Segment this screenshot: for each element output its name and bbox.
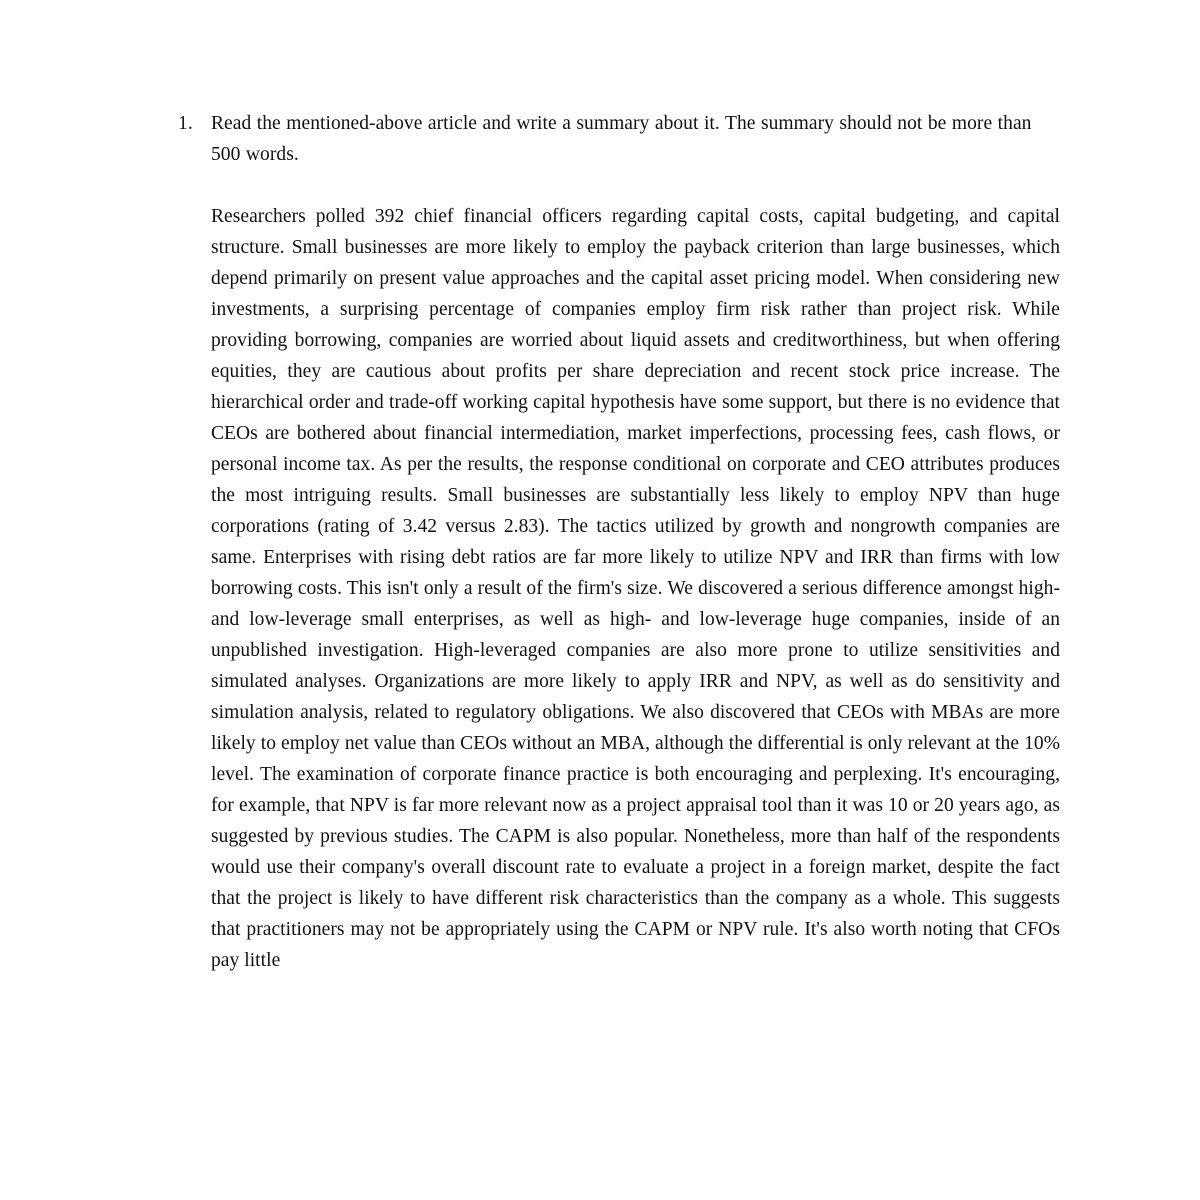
- summary-body-paragraph: Researchers polled 392 chief financial officers regarding capital costs, capital budgeting, and capital structure. Small businesses are more likely to employ the payback criterion than large businesses, which depend primarily on present value approaches and the capital asset pricing model. When considering new investments, a surprising percentage of companies employ firm risk rather than project risk. While providing borrowing, companies are worried about liquid assets and creditworthiness, but when offering equities, they are cautious about profits per share depreciation and recent stock price increase. The hierarchical order and trade-off working capital hypothesis have some support, but there is no evidence that CEOs are bothered about financial intermediation, market imperfections, processing fees, cash flows, or personal income tax. As per the results, the response conditional on corporate and CEO attributes produces the most intriguing results. Small businesses are substantially less likely to employ NPV than huge corporations (rating of 3.42 versus 2.83). The tactics utilized by growth and nongrowth companies are same. Enterprises with rising debt ratios are far more likely to utilize NPV and IRR than firms with low borrowing costs. This isn't only a result of the firm's size. We discovered a serious difference amongst high- and low-leverage small enterprises, as well as high- and low-leverage huge companies, inside of an unpublished investigation. High-leveraged companies are also more prone to utilize sensitivities and simulated analyses. Organizations are more likely to apply IRR and NPV, as well as do sensitivity and simulation analysis, related to regulatory obligations. We also discovered that CEOs with MBAs are more likely to employ net value than CEOs without an MBA, although the differential is only relevant at the 10% level. The examination of corporate finance practice is both encouraging and perplexing. It's encouraging, for example, that NPV is far more relevant now as a project appraisal tool than it was 10 or 20 years ago, as suggested by previous studies. The CAPM is also popular. Nonetheless, more than half of the respondents would use their company's overall discount rate to evaluate a project in a foreign market, despite the fact that the project is likely to have different risk characteristics than the company as a whole. This suggests that practitioners may not be appropriately using the CAPM or NPV rule. It's also worth noting that CFOs pay little: [211, 206, 1060, 971]
- question-list-item: [178, 108, 1060, 170]
- list-marker: 1.: [178, 113, 193, 134]
- summary-block: [178, 201, 1060, 976]
- question-prompt: Read the mentioned-above article and write a summary about it. The summary should not be more than 500 words.: [211, 113, 1032, 165]
